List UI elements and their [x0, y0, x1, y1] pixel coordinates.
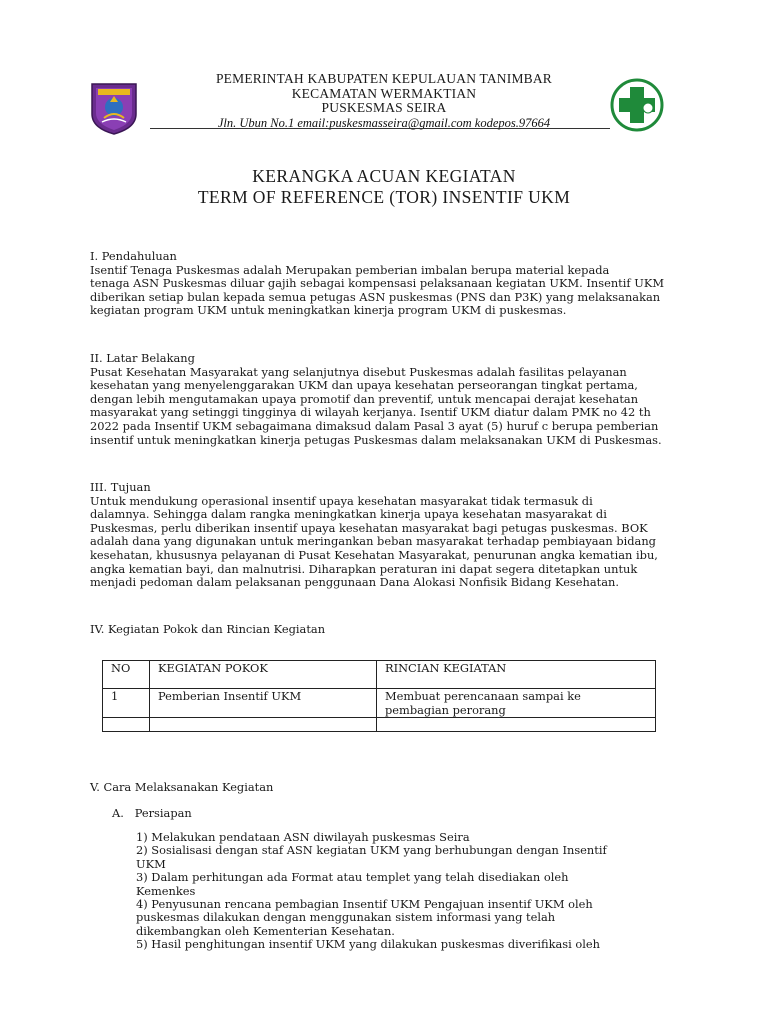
section-heading: III. Tujuan [90, 480, 151, 494]
section-latar-belakang [90, 352, 680, 447]
letterhead [150, 72, 618, 131]
title-line-2: TERM OF REFERENCE (TOR) INSENTIF UKM [197, 187, 571, 207]
table-header-cell: RINCIAN KEGIATAN [377, 661, 656, 689]
section-text: Untuk mendukung operasional insentif upaya kesehatan masyarakat tidak termasuk di dalamnya. Sehingga dalam rangka meningkatkan kinerja upaya kesehatan masyarakat di Puskesmas, perlu diberikan insentif upaya kesehatan masyarakat bagi petugas puskesmas. BOK adalah dana yang digunakan untuk meringankan beban masyarakat terhadap pembiayaan bidang kesehatan, khususnya pelayanan di Pusat Kesehatan Masyarakat, penurunan angka kematian ibu, angka kematian bayi, dan malnutrisi. Diharapkan peraturan ini dapat segera ditetapkan untuk menjadi pedoman dalam pelaksanan penggunaan Dana Alokasi Nonfisik Bidang Kesehatan. [90, 493, 658, 590]
section-tujuan [90, 481, 680, 590]
puskesmas-cross-logo-icon [610, 78, 664, 132]
table-cell: Pemberian Insentif UKM [150, 689, 377, 718]
section-pendahuluan [90, 250, 680, 318]
table-cell [377, 718, 656, 732]
government-name: PEMERINTAH KABUPATEN KEPULAUAN TANIMBAR [215, 71, 553, 86]
table-header-row [103, 661, 656, 689]
section-kegiatan-pokok [90, 623, 680, 637]
preparation-list [136, 831, 616, 952]
list-item: 1) Melakukan pendataan ASN diwilayah puskesmas Seira [136, 830, 470, 844]
list-item: 5) Hasil penghitungan insentif UKM yang dilakukan puskesmas diverifikasi oleh [136, 937, 600, 952]
table-row [103, 689, 656, 718]
table-header-cell: NO [103, 661, 150, 689]
regency-crest-icon [88, 80, 140, 136]
district-name: KECAMATAN WERMAKTIAN [291, 85, 477, 101]
section-cara-melaksanakan [90, 781, 680, 795]
section-heading: V. Cara Melaksanakan Kegiatan [90, 780, 274, 794]
table-cell [150, 718, 377, 732]
list-item: 2) Sosialisasi dengan staf ASN kegiatan UKM yang berhubungan dengan Insentif UKM [136, 843, 607, 871]
header-divider [150, 128, 610, 129]
table-header-cell: KEGIATAN POKOK [150, 661, 377, 689]
list-item: 3) Dalam perhitungan ada Format atau templet yang telah disediakan oleh Kemenkes [136, 870, 569, 898]
table-cell: 1 [103, 689, 150, 718]
puskesmas-name: PUSKESMAS SEIRA [321, 100, 447, 115]
address-line: Jln. Ubun No.1 email:puskesmasseira@gmail.com kodepos.97664 [217, 115, 551, 130]
table-cell: Membuat perencanaan sampai ke pembagian perorang [377, 689, 656, 718]
section-heading: I. Pendahuluan [90, 249, 177, 263]
section-text: Pusat Kesehatan Masyarakat yang selanjutnya disebut Puskesmas adalah fasilitas pelayanan kesehatan yang menyelenggarakan UKM dan upaya kesehatan perseorangan tingkat pertama, dengan lebih mengutamakan upaya promotif dan preventif, untuk mencapai derajat kesehatan masyarakat yang setinggi tingginya di wilayah kerjanya. Isentif UKM diatur dalam PMK no 42 th 2022 pada Insentif UKM sebagaimana dimaksud dalam Pasal 3 ayat (5) huruf c berupa pemberian insentif untuk meningkatkan kinerja petugas Puskesmas dalam melaksanakan UKM di Puskesmas. [90, 364, 662, 447]
section-heading: IV. Kegiatan Pokok dan Rincian Kegiatan [90, 622, 326, 636]
title-line-1: KERANGKA ACUAN KEGIATAN [252, 166, 516, 186]
table-cell [103, 718, 150, 732]
table-row [103, 718, 656, 732]
section-text: Isentif Tenaga Puskesmas adalah Merupakan pemberian imbalan berupa material kepada tenaga ASN Puskesmas diluar gajih sebagai kompensasi pelaksanaan kegiatan UKM. Insentif UKM diberikan setiap bulan kepada semua petugas ASN puskesmas (PNS dan P3K) yang melaksanakan kegiatan program UKM untuk meningkatkan kinerja program UKM di puskesmas. [90, 262, 665, 318]
sub-heading-persiapan: A. Persiapan [112, 806, 192, 820]
document-title [100, 166, 668, 208]
section-heading: II. Latar Belakang [90, 351, 195, 365]
list-item: 4) Penyusunan rencana pembagian Insentif UKM Pengajuan insentif UKM oleh puskesmas dilakukan dengan menggunakan sistem informasi yang telah dikembangkan oleh Kementerian Kesehatan. [136, 897, 593, 938]
activity-table [102, 660, 656, 732]
